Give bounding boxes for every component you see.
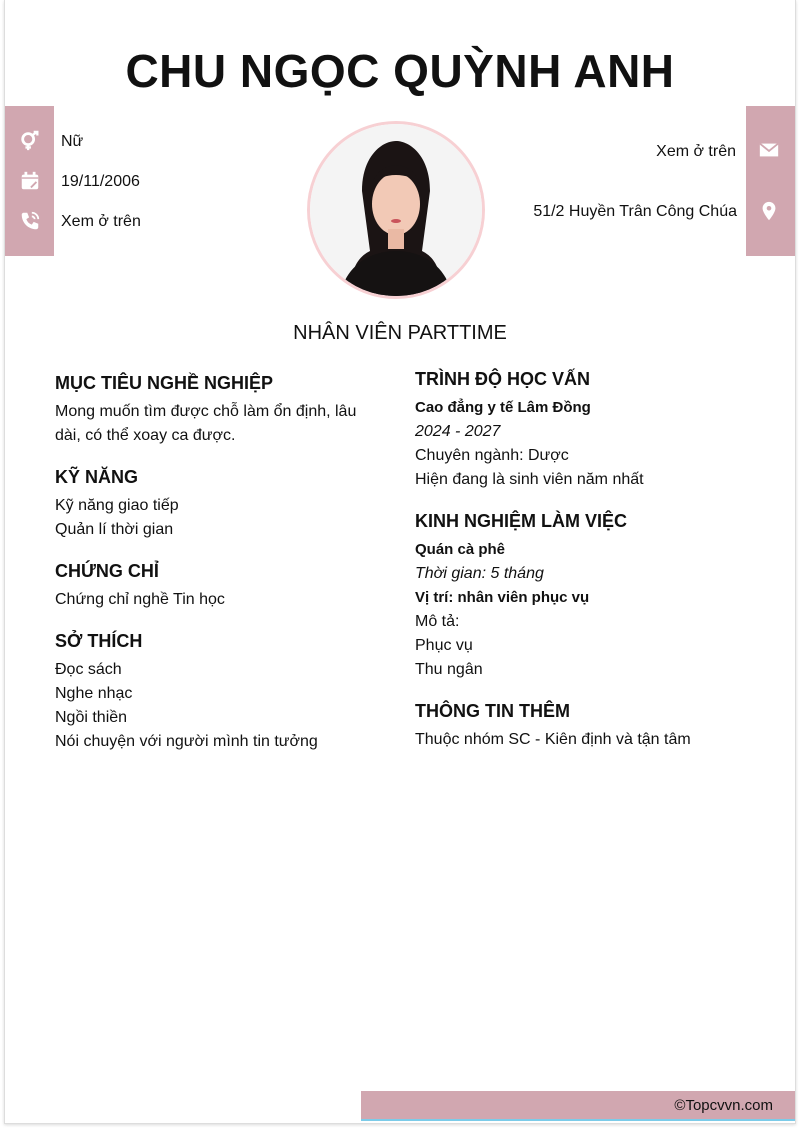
education-major: Chuyên ngành: Dược [415,447,569,464]
skills-heading: KỸ NĂNG [55,467,139,487]
objective-text: Mong muốn tìm được chỗ làm ổn định, lâu dài, có thể xoay ca được. [55,403,357,444]
school-name: Cao đẳng y tế Lâm Đồng [415,399,591,416]
experience-position: Vị trí: nhân viên phục vụ [415,589,590,606]
certificates-heading: CHỨNG CHỈ [55,561,159,581]
company-name: Quán cà phê [415,541,506,558]
more-info-heading: THÔNG TIN THÊM [415,701,570,721]
education-note: Hiện đang là sinh viên năm nhất [415,471,644,488]
duty-item: Thu ngân [415,661,483,678]
email-value: Xem ở trên [656,143,736,160]
skill-item: Quản lí thời gian [55,521,174,538]
description-label: Mô tả: [415,613,460,630]
hobby-item: Nói chuyện với người mình tin tưởng [55,733,318,750]
certificate-item: Chứng chỉ nghề Tin học [55,591,225,608]
left-column [55,372,395,772]
calendar-icon [19,170,41,192]
education-heading: TRÌNH ĐỘ HỌC VẤN [415,369,590,389]
gender-value: Nữ [61,133,84,150]
more-info-section [415,700,755,752]
experience-section [415,510,755,682]
address-value: 51/2 Huyền Trân Công Chúa [533,203,737,220]
experience-heading: KINH NGHIỆM LÀM VIỆC [415,511,628,531]
skills-section [55,466,395,542]
more-info-text: Thuộc nhóm SC - Kiên định và tận tâm [415,731,691,748]
left-contact-bar [5,106,54,256]
skill-item: Kỹ năng giao tiếp [55,497,179,514]
email-icon [758,139,780,161]
hobby-item: Ngồi thiền [55,709,128,726]
birthday-value: 19/11/2006 [61,173,140,190]
duty-item: Phục vụ [415,637,473,654]
candidate-name: CHU NGỌC QUỲNH ANH [125,45,675,97]
job-title: NHÂN VIÊN PARTTIME [293,322,507,344]
right-contact-bar [746,106,795,256]
hobbies-heading: SỞ THÍCH [55,631,143,651]
location-icon [758,200,780,222]
gender-icon [19,130,41,152]
profile-photo [307,121,485,299]
hobby-item: Đọc sách [55,661,122,678]
education-section [415,368,755,492]
education-period: 2024 - 2027 [415,423,501,440]
objective-heading: MỤC TIÊU NGHỀ NGHIỆP [55,373,274,393]
hobbies-section [55,630,395,754]
experience-time: Thời gian: 5 tháng [415,565,544,582]
hobby-item: Nghe nhạc [55,685,133,702]
objective-section [55,372,395,448]
phone-icon [19,210,41,232]
phone-value: Xem ở trên [61,213,141,230]
right-column [415,368,755,770]
certificates-section [55,560,395,612]
footer-watermark: ©Topcvvn.com [361,1091,795,1121]
